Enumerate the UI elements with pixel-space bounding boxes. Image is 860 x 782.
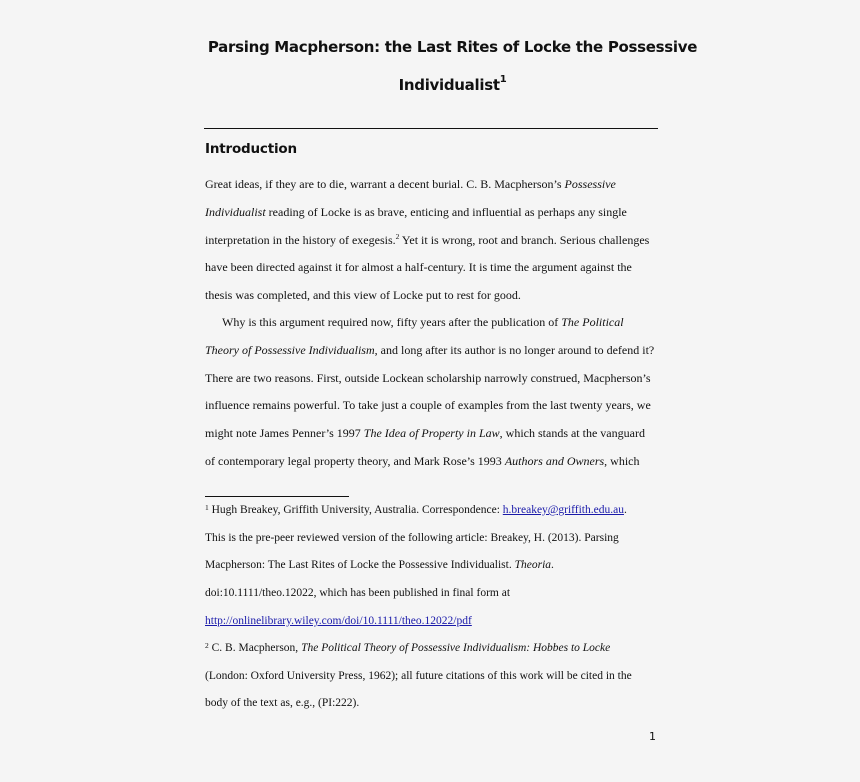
- paragraph-1-line-2: [205, 204, 627, 220]
- text-span: of contemporary legal property theory, and Mark Rose’s 1993: [205, 454, 505, 468]
- paragraph-2-line-4: influence remains powerful. To take just a couple of examples from the last twenty years, we: [205, 398, 651, 412]
- paragraph-1-line-4: have been directed against it for almost a half-century. It is time the argument against the: [205, 260, 632, 274]
- title-footnote-mark: 1: [499, 74, 507, 85]
- email-link[interactable]: h.breakey@griffith.edu.au: [502, 504, 624, 516]
- italic-journal-title: Theoria: [514, 559, 552, 571]
- footnote-ref-2[interactable]: 2: [395, 232, 400, 241]
- text-span: Great ideas, if they are to die, warrant a decent burial. C. B. Macpherson’s: [205, 177, 565, 191]
- title-line-2-text: Individualist: [398, 76, 500, 94]
- title-line-2: [160, 76, 745, 94]
- text-span: , which: [604, 454, 640, 468]
- footnote-2-line-1: [205, 640, 610, 656]
- text-span: Macpherson: The Last Rites of Locke the Possessive Individualist.: [205, 559, 515, 571]
- text-span: reading of Locke is as brave, enticing and influential as perhaps any single: [265, 205, 627, 219]
- text-span: Why is this argument required now, fifty years after the publication of: [222, 315, 562, 329]
- text-span: Yet it is wrong, root and branch. Serious challenges: [399, 233, 650, 247]
- text-span: , and long after its author is no longer around to defend it?: [374, 343, 655, 357]
- italic-book-title: Possessive: [564, 177, 616, 191]
- italic-book-title: The Idea of Property in Law: [363, 426, 500, 440]
- footnote-1-line-3: [205, 557, 554, 573]
- paragraph-1-line-1: [205, 176, 616, 192]
- footnote-1-line-5: [205, 613, 472, 629]
- text-span: , which stands at the vanguard: [499, 426, 645, 440]
- text-span: Hugh Breakey, Griffith University, Australia. Correspondence:: [208, 504, 503, 516]
- italic-book-title: Authors and Owners: [504, 454, 605, 468]
- footnote-1-line-2: This is the pre-peer reviewed version of the following article: Breakey, H. (2013). Parsing: [205, 532, 619, 544]
- footnote-2-line-2: (London: Oxford University Press, 1962); all future citations of this work will be cited in the: [205, 670, 632, 682]
- title-divider: [204, 128, 658, 129]
- italic-book-title: The Political Theory of Possessive Individualism: Hobbes to Locke: [301, 642, 611, 654]
- paragraph-2-line-5: [205, 425, 645, 441]
- italic-book-title: Theory of Possessive Individualism: [205, 343, 375, 357]
- footnote-2-line-3: body of the text as, e.g., (PI:222).: [205, 697, 360, 709]
- article-url-link[interactable]: http://onlinelibrary.wiley.com/doi/10.1111/theo.12022/pdf: [205, 615, 472, 627]
- paragraph-1-line-3: [205, 232, 649, 248]
- footnote-mark: 2: [205, 641, 209, 650]
- paragraph-2-line-2: [205, 342, 654, 358]
- footnote-mark: 1: [205, 503, 209, 512]
- paragraph-2-line-6: [205, 453, 639, 469]
- text-span: .: [623, 504, 627, 516]
- footnote-separator: [205, 496, 349, 497]
- page-number: 1: [649, 730, 656, 743]
- paragraph-2-line-3: There are two reasons. First, outside Lockean scholarship narrowly construed, Macpherson’s: [205, 371, 651, 385]
- italic-book-title: Individualist: [205, 205, 266, 219]
- section-heading: Introduction: [205, 141, 297, 157]
- text-span: might note James Penner’s 1997: [205, 426, 364, 440]
- footnote-1-line-1: [205, 502, 627, 518]
- italic-book-title: The Political: [561, 315, 624, 329]
- text-span: .: [551, 559, 554, 571]
- paragraph-1-line-5: thesis was completed, and this view of Locke put to rest for good.: [205, 288, 521, 302]
- text-span: C. B. Macpherson,: [208, 642, 302, 654]
- text-span: interpretation in the history of exegesis.: [205, 233, 396, 247]
- footnote-1-line-4: doi:10.1111/theo.12022, which has been published in final form at: [205, 587, 511, 599]
- title-line-1: Parsing Macpherson: the Last Rites of Locke the Possessive: [207, 38, 698, 56]
- paragraph-2-line-1: [222, 314, 624, 330]
